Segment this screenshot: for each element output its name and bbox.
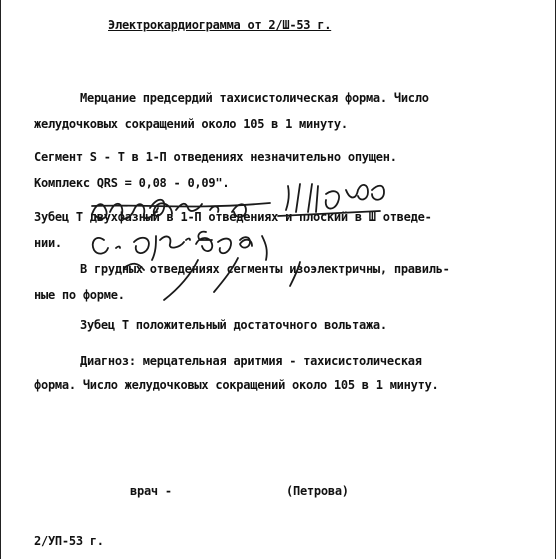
report-line-2: желудочковых сокращений около 105 в 1 минуту. bbox=[34, 117, 348, 131]
document-title: Электрокардиограмма от 2/Ш-53 г. bbox=[108, 18, 332, 32]
diagnosis-line-2: форма. Число желудочковых сокращений около 105 в 1 минуту. bbox=[34, 378, 439, 392]
report-line-6: нии. bbox=[34, 236, 62, 250]
report-line-4: Комплекс QRS = 0,08 - 0,09". bbox=[34, 176, 230, 190]
footer-date: 2/УП-53 г. bbox=[34, 534, 104, 548]
doctor-name: (Петрова) bbox=[286, 484, 349, 498]
doctor-label: врач - bbox=[130, 484, 172, 498]
report-line-7: В грудных отведениях сегменты изоэлектричны, правиль- bbox=[80, 262, 450, 276]
report-line-1: Мерцание предсердий тахисистолическая форма. Число bbox=[80, 91, 429, 105]
handwriting-note-2 bbox=[93, 232, 267, 260]
report-line-9: Зубец Т положительный достаточного вольтажа. bbox=[80, 318, 387, 332]
report-line-5: Зубец Т двухфазный в 1-П отведениях и плоский в Ш отведе- bbox=[34, 210, 432, 224]
diagnosis-line-1: Диагноз: мерцательная аритмия - тахисистолическая bbox=[80, 354, 422, 368]
report-line-3: Сегмент S - Т в 1-П отведениях незначительно опущен. bbox=[34, 150, 397, 164]
report-line-8: ные по форме. bbox=[34, 288, 125, 302]
